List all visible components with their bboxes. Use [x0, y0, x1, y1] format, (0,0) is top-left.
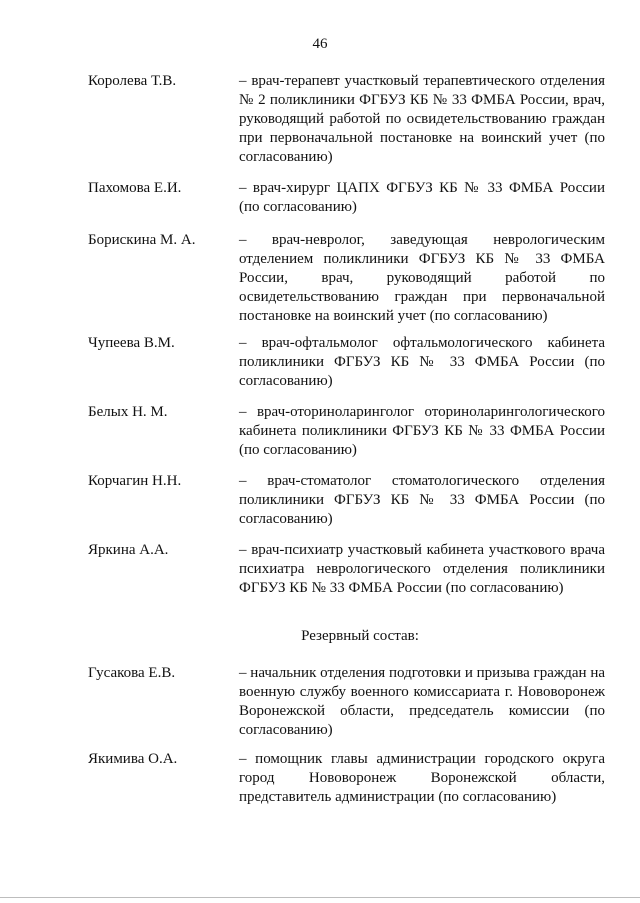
member-name: Белых Н. М. — [88, 404, 168, 420]
member-role: – врач-психиатр участковый кабинета участкового врача психиатра неврологического отделения поликлиники ФГБУЗ КБ № 33 ФМБА России (по согласованию) — [239, 542, 605, 596]
member-name: Королева Т.В. — [88, 73, 177, 89]
member-name: Борискина М. А. — [88, 232, 196, 248]
member-name: Корчагин Н.Н. — [88, 473, 182, 489]
member-role: – начальник отделения подготовки и призыва граждан на военную службу военного комиссариата г. Нововоронеж Воронежской области, председатель комиссии (по согласованию) — [239, 665, 605, 738]
member-name: Гусакова Е.В. — [88, 665, 176, 681]
page-bottom-edge — [0, 897, 640, 898]
member-name: Яркина А.А. — [88, 542, 169, 558]
member-role: – помощник главы администрации городского округа город Нововоронеж Воронежской области, представитель администрации (по согласованию) — [239, 751, 605, 805]
reserve-section-title: Резервный состав: — [301, 628, 419, 644]
page-number: 46 — [312, 36, 328, 52]
member-role: – врач-офтальмолог офтальмологического кабинета поликлиники ФГБУЗ КБ № 33 ФМБА России (по согласованию) — [239, 335, 605, 389]
member-name: Чупеева В.М. — [88, 335, 175, 351]
member-name: Якимива О.А. — [88, 751, 178, 767]
member-role: – врач-невролог, заведующая неврологическим отделением поликлиники ФГБУЗ КБ № 33 ФМБА России, врач, руководящий работой по освидетельствованию граждан при первоначальной постановке на воинский учет (по согласованию) — [239, 232, 605, 324]
member-role: – врач-хирург ЦАПХ ФГБУЗ КБ № 33 ФМБА России (по согласованию) — [239, 180, 605, 215]
member-role: – врач-оториноларинголог оториноларингологического кабинета поликлиники ФГБУЗ КБ № 33 ФМБА России (по согласованию) — [239, 404, 605, 458]
member-name: Пахомова Е.И. — [88, 180, 182, 196]
member-role: – врач-стоматолог стоматологического отделения поликлиники ФГБУЗ КБ № 33 ФМБА России (по согласованию) — [239, 473, 605, 527]
member-role: – врач-терапевт участковый терапевтического отделения № 2 поликлиники ФГБУЗ КБ № 33 ФМБА России, врач, руководящий работой по освидетельствованию граждан при первоначальной постановке на воинский учет (по согласованию) — [239, 73, 605, 165]
